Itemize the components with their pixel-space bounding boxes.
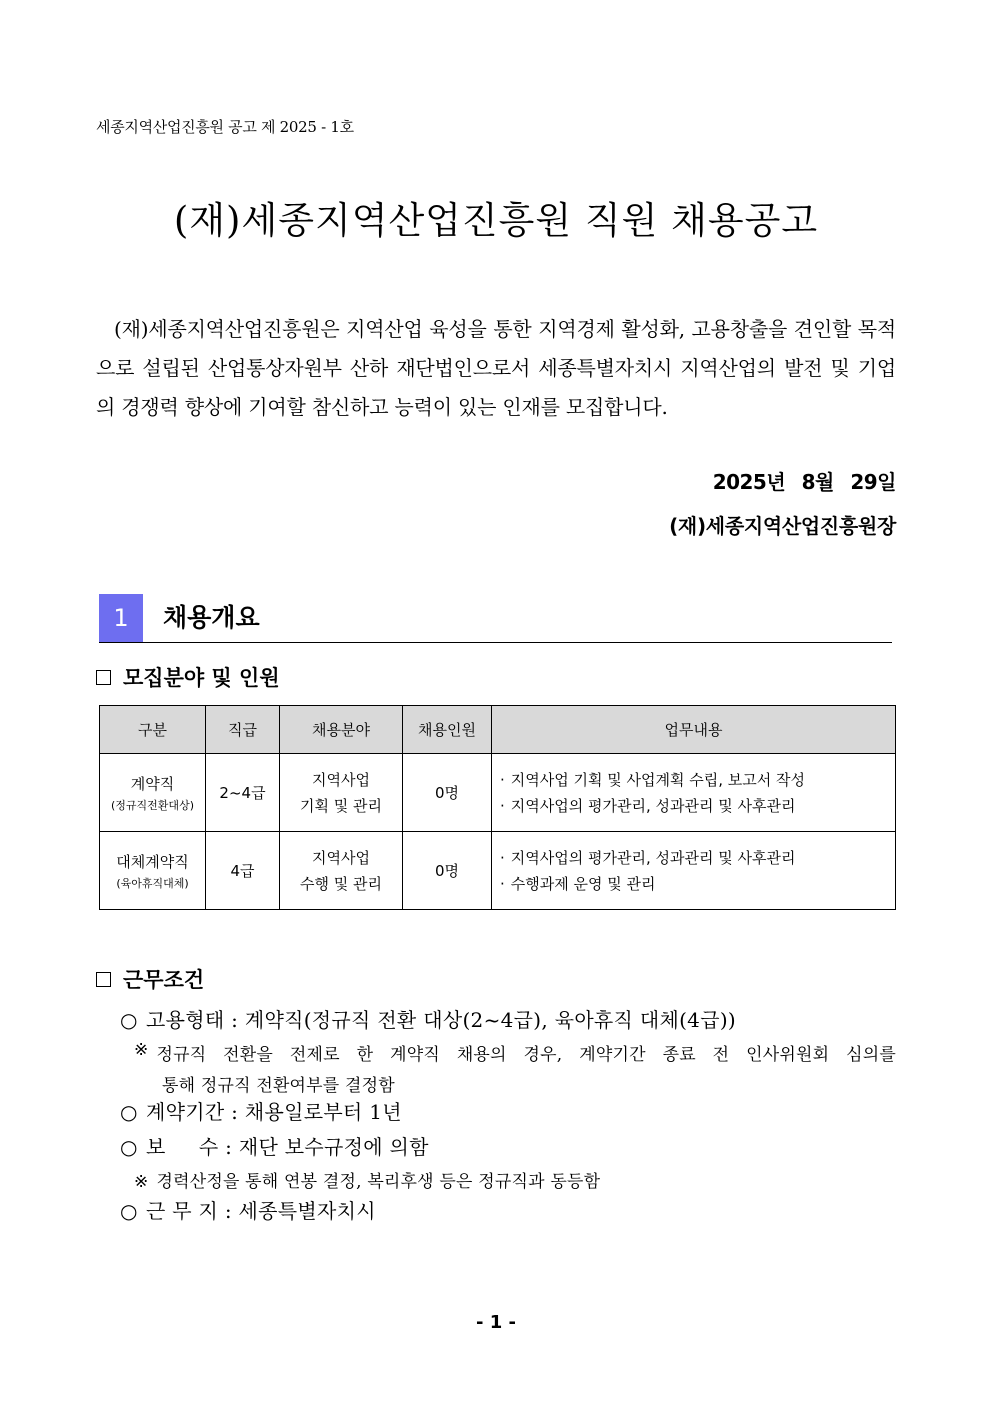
section-title: 채용개요 <box>163 603 260 632</box>
category-sub-label: (육아휴직대체) <box>116 876 189 890</box>
cell-grade: 4급 <box>206 832 280 910</box>
category-label: 계약직 <box>130 774 175 793</box>
cell-count: 0명 <box>403 832 492 910</box>
condition-text: 고용형태 : 계약직(정규직 전환 대상(2~4급), 육아휴직 대체(4급)) <box>146 1008 737 1032</box>
table-header-row <box>100 706 896 754</box>
header-grade: 직급 <box>206 706 280 754</box>
header-duties: 업무내용 <box>492 706 896 754</box>
condition-location <box>120 1195 376 1224</box>
circle-bullet-icon: ○ <box>120 1008 138 1032</box>
circle-bullet-icon: ○ <box>120 1199 138 1223</box>
field-line: 지역사업 <box>312 848 370 867</box>
employment-note <box>134 1040 896 1096</box>
category-label: 대체계약직 <box>116 852 189 871</box>
condition-text: 보 수 : 재단 보수규정에 의함 <box>146 1135 429 1159</box>
condition-contract-period <box>120 1096 402 1125</box>
checkbox-square-icon <box>96 972 111 987</box>
section-divider <box>99 642 892 643</box>
header-count: 채용인원 <box>403 706 492 754</box>
recruit-table <box>99 705 896 910</box>
section-number-badge: 1 <box>99 594 143 642</box>
cell-field <box>280 754 403 832</box>
header-category: 구분 <box>100 706 206 754</box>
table-row <box>100 754 896 832</box>
conditions-heading <box>96 964 204 994</box>
recruit-heading <box>96 662 280 692</box>
cell-duties <box>492 832 896 910</box>
note-text: 경력산정을 통해 연봉 결정, 복리후생 등은 정규직과 동등함 <box>156 1172 601 1192</box>
cell-grade: 2~4급 <box>206 754 280 832</box>
condition-text: 계약기간 : 채용일로부터 1년 <box>146 1100 402 1124</box>
circle-bullet-icon: ○ <box>120 1100 138 1124</box>
document-title: (재)세종지역산업진흥원 직원 채용공고 <box>173 199 819 242</box>
cell-duties <box>492 754 896 832</box>
table-row <box>100 832 896 910</box>
field-line: 기획 및 관리 <box>300 796 382 815</box>
category-sub-label: (정규직전환대상) <box>111 798 194 812</box>
note-text-line2: 통해 정규직 전환여부를 결정함 <box>162 1076 395 1096</box>
signatory: (재)세종지역산업진흥원장 <box>669 514 896 538</box>
cell-category <box>100 832 206 910</box>
cell-category <box>100 754 206 832</box>
duty-item: · 지역사업의 평가관리, 성과관리 및 사후관리 <box>500 845 895 871</box>
note-text-line1: 정규직 전환을 전제로 한 계약직 채용의 경우, 계약기간 종료 전 인사위원회 심의를 <box>156 1045 896 1065</box>
field-line: 수행 및 관리 <box>300 874 382 893</box>
circle-bullet-icon: ○ <box>120 1135 138 1159</box>
note-mark-icon: ※ <box>134 1040 149 1060</box>
note-mark-icon: ※ <box>134 1172 149 1192</box>
announcement-date: 2025년 8월 29일 <box>712 470 896 494</box>
page-number: - 1 - <box>476 1312 516 1333</box>
intro-text: (재)세종지역산업진흥원은 지역산업 육성을 통한 지역경제 활성화, 고용창출을 견인할 목적으로 설립된 산업통상자원부 산하 재단법인으로서 세종특별자치시 지역산업의 발전 및 기업의 경쟁력 향상에 기여할 참신하고 능력이 있는 인재를 모집합니다. <box>96 317 896 419</box>
intro-paragraph <box>96 310 896 427</box>
condition-employment-type <box>120 1004 736 1033</box>
pay-note <box>134 1167 600 1192</box>
duty-item: · 수행과제 운영 및 관리 <box>500 871 895 897</box>
cell-field <box>280 832 403 910</box>
cell-count: 0명 <box>403 754 492 832</box>
duty-item: · 지역사업의 평가관리, 성과관리 및 사후관리 <box>500 793 895 819</box>
header-field: 채용분야 <box>280 706 403 754</box>
recruit-heading-label: 모집분야 및 인원 <box>123 666 280 690</box>
conditions-heading-label: 근무조건 <box>123 968 205 992</box>
checkbox-square-icon <box>96 670 111 685</box>
field-line: 지역사업 <box>312 770 370 789</box>
duty-item: · 지역사업 기획 및 사업계획 수립, 보고서 작성 <box>500 767 895 793</box>
condition-pay <box>120 1131 429 1160</box>
condition-text: 근 무 지 : 세종특별자치시 <box>146 1199 376 1223</box>
announcement-reference: 세종지역산업진흥원 공고 제 2025 - 1호 <box>96 118 354 136</box>
